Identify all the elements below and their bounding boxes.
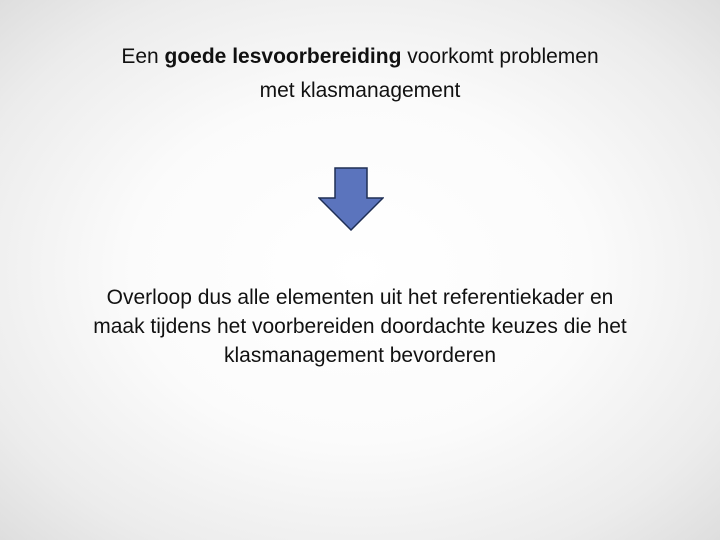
top-text-bold: goede lesvoorbereiding: [164, 45, 402, 68]
bottom-text-line1: Overloop dus alle elementen uit het referentiekader en: [106, 286, 614, 309]
top-text-part1: Een: [121, 45, 165, 68]
top-text-part2: voorkomt problemen: [401, 45, 599, 68]
bottom-statement: [40, 283, 680, 370]
bottom-text-line2: maak tijdens het voorbereiden doordachte keuzes die het: [93, 315, 627, 338]
down-arrow-icon: [318, 167, 384, 231]
top-text-line2: met klasmanagement: [259, 79, 461, 102]
top-statement: [60, 40, 660, 108]
arrow-shape: [319, 168, 383, 230]
bottom-text-line3: klasmanagement bevorderen: [224, 344, 496, 367]
